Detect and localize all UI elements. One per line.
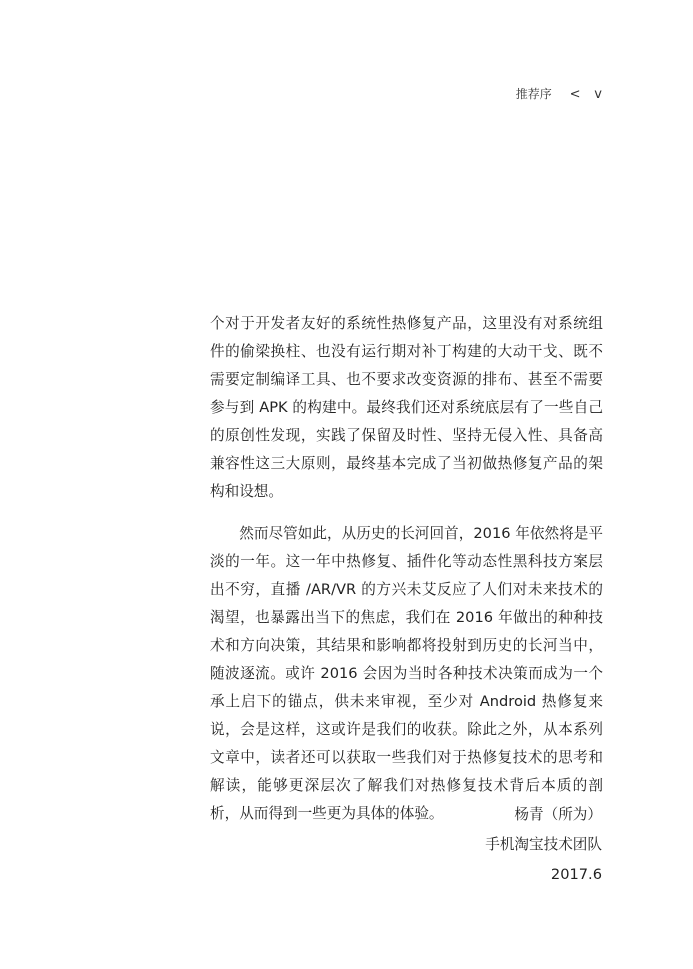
- page-number: v: [594, 87, 602, 102]
- signature-date: 2017.6: [550, 866, 602, 883]
- section-title: 推荐序: [515, 87, 552, 101]
- team-name: 手机淘宝技术团队: [485, 836, 602, 853]
- signature-block: [485, 800, 602, 890]
- header-separator: <: [569, 87, 581, 102]
- body-text: [210, 310, 603, 828]
- author-name: 杨青（所为）: [514, 806, 602, 823]
- paragraph: 然而尽管如此，从历史的长河回首，2016 年依然将是平淡的一年。这一年中热修复、插件化等动态性黑科技方案层出不穷，直播 /AR/VR 的方兴未艾反应了人们对未来技术的渴望，也暴露出当下的焦虑，我们在 2016 年做出的种种技术和方向决策，其结果和影响都将投射到历史的长河当中，随波逐流。或许 2016 会因为当时各种技术决策而成为一个承上启下的锚点，供未来审视，至少对 Android 热修复来说，会是这样，这或许是我们的收获。除此之外，从本系列文章中，读者还可以获取一些我们对于热修复技术的思考和解读，能够更深层次了解我们对热修复技术背后本质的剖析，从而得到一些更为具体的体验。: [210, 525, 603, 822]
- running-header: [516, 84, 602, 105]
- paragraph-continued: 个对于开发者友好的系统性热修复产品，这里没有对系统组件的偷梁换柱、也没有运行期对补丁构建的大动干戈、既不需要定制编译工具、也不要求改变资源的排布、甚至不需要参与到 APK 的构建中。最终我们还对系统底层有了一些自己的原创性发现，实践了保留及时性、坚持无侵入性、具备高兼容性这三大原则，最终基本完成了当初做热修复产品的架构和设想。: [210, 315, 603, 500]
